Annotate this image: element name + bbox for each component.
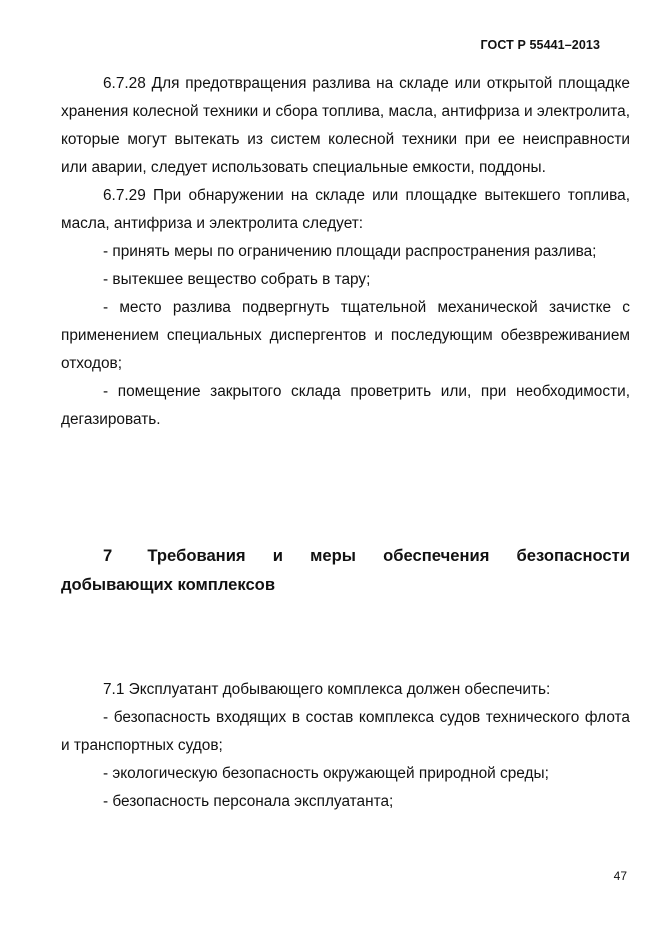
list-item-ventilate-warehouse: - помещение закрытого склада проветрить или, при необходимости, дегазировать. xyxy=(61,383,630,428)
page-number: 47 xyxy=(613,869,627,883)
paragraph-6-7-28: 6.7.28 Для предотвращения разлива на складе или открытой площадке хранения колесной техники и сбора топлива, масла, антифриза и электролита, которые могут вытекать из систем колесной техники при ее неисправности или аварии, следует использовать специальные емкости, поддоны. xyxy=(61,75,630,176)
list-item-environmental-safety: - экологическую безопасность окружающей природной среды; xyxy=(103,765,549,782)
section-7-heading xyxy=(61,541,630,599)
list-item-clean-spill-site: - место разлива подвергнуть тщательной механической зачистке с применением специальных диспергентов и последующим обезвреживанием отходов; xyxy=(61,299,630,372)
list-item-collect-substance: - вытекшее вещество собрать в тару; xyxy=(103,271,371,288)
clause-6-7-text-block xyxy=(61,70,630,434)
list-item-personnel-safety: - безопасность персонала эксплуатанта; xyxy=(103,793,394,810)
clause-7-1-text-block xyxy=(61,676,630,816)
paragraph-6-7-29: 6.7.29 При обнаружении на складе или площадке вытекшего топлива, масла, антифриза и электролита следует: xyxy=(61,187,630,232)
document-header-code: ГОСТ Р 55441–2013 xyxy=(480,38,600,52)
section-number: 7 xyxy=(103,546,113,565)
list-item-fleet-safety: - безопасность входящих в состав комплекса судов технического флота и транспортных судов; xyxy=(61,709,630,754)
section-title: Требования и меры обеспечения безопасности добывающих комплексов xyxy=(61,546,630,594)
list-item-limit-spill: - принять меры по ограничению площади распространения разлива; xyxy=(103,243,597,260)
paragraph-7-1: 7.1 Эксплуатант добывающего комплекса должен обеспечить: xyxy=(103,681,551,698)
